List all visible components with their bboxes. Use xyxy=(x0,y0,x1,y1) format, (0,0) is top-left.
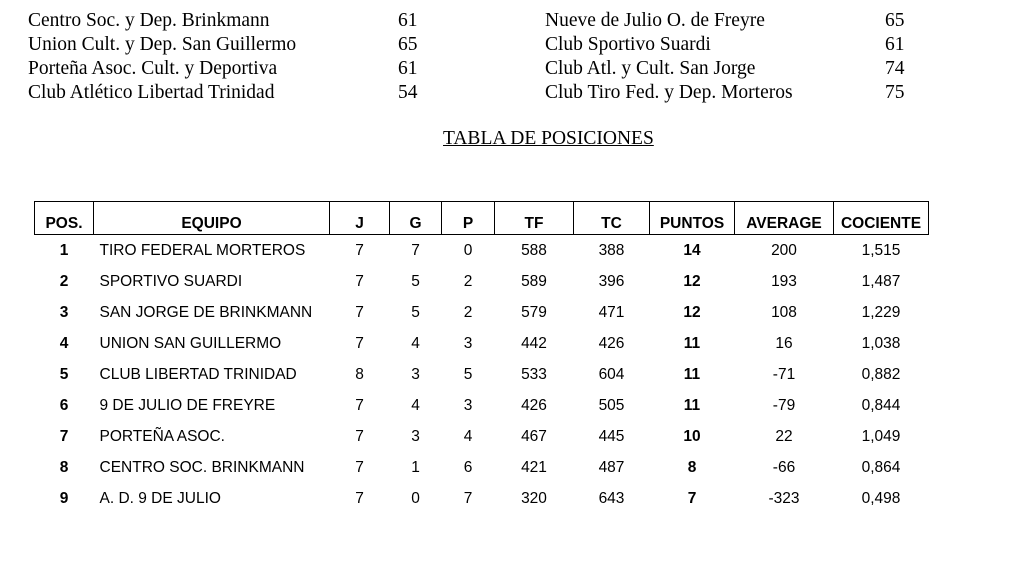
result-team: Union Cult. y Dep. San Guillermo xyxy=(28,34,297,55)
result-team: Club Sportivo Suardi xyxy=(545,34,711,55)
result-score: 75 xyxy=(885,82,905,103)
cell-points: 10 xyxy=(683,427,701,445)
cell-played: 7 xyxy=(355,458,364,476)
cell-lost: 3 xyxy=(463,396,473,414)
cell-won: 5 xyxy=(411,303,420,321)
cell-ratio: 1,038 xyxy=(861,334,901,352)
cell-lost: 4 xyxy=(463,427,473,445)
cell-average: 16 xyxy=(775,334,793,352)
cell-won: 3 xyxy=(411,365,420,383)
cell-team: SAN JORGE DE BRINKMANN xyxy=(99,303,313,321)
cell-played: 7 xyxy=(355,241,364,259)
cell-ratio: 1,487 xyxy=(861,272,901,290)
cell-points-against: 388 xyxy=(598,241,625,259)
cell-lost: 2 xyxy=(463,272,473,290)
cell-average: -323 xyxy=(768,489,800,507)
cell-ratio: 0,498 xyxy=(861,489,901,507)
cell-average: 22 xyxy=(775,427,793,445)
cell-ratio: 1,515 xyxy=(861,241,901,259)
cell-lost: 3 xyxy=(463,334,473,352)
result-team: Club Atlético Libertad Trinidad xyxy=(28,82,275,103)
cell-lost: 6 xyxy=(463,458,473,476)
cell-points-for: 467 xyxy=(521,427,547,445)
cell-team: CLUB LIBERTAD TRINIDAD xyxy=(99,365,297,383)
cell-pos: 4 xyxy=(59,334,69,352)
table-row xyxy=(35,328,929,359)
standings-header-row xyxy=(35,202,929,235)
cell-pos: 2 xyxy=(59,272,69,290)
cell-team: UNION SAN GUILLERMO xyxy=(99,334,282,352)
cell-ratio: 1,229 xyxy=(861,303,901,321)
cell-points-for: 421 xyxy=(521,458,547,476)
result-score: 61 xyxy=(398,10,418,31)
result-score: 74 xyxy=(885,58,905,79)
cell-won: 7 xyxy=(411,241,420,259)
header-ratio: COCIENTE xyxy=(834,202,929,235)
cell-pos: 1 xyxy=(59,241,69,259)
cell-average: 108 xyxy=(771,303,797,321)
cell-points-for: 533 xyxy=(521,365,547,383)
cell-won: 0 xyxy=(411,489,420,507)
cell-played: 7 xyxy=(355,272,364,290)
cell-average: -71 xyxy=(772,365,796,383)
cell-played: 8 xyxy=(355,365,364,383)
cell-played: 7 xyxy=(355,396,364,414)
cell-played: 7 xyxy=(355,303,364,321)
header-points: PUNTOS xyxy=(650,202,735,235)
cell-points-against: 396 xyxy=(598,272,625,290)
table-row xyxy=(35,421,929,452)
table-row xyxy=(35,390,929,421)
cell-points-against: 643 xyxy=(598,489,625,507)
header-team: EQUIPO xyxy=(94,202,330,235)
cell-won: 4 xyxy=(411,334,420,352)
cell-points-against: 487 xyxy=(598,458,625,476)
cell-points-against: 471 xyxy=(598,303,625,321)
cell-average: -66 xyxy=(772,458,796,476)
cell-average: 193 xyxy=(771,272,797,290)
cell-ratio: 0,882 xyxy=(861,365,901,383)
result-team: Club Atl. y Cult. San Jorge xyxy=(545,58,756,79)
table-row xyxy=(35,297,929,328)
cell-team: A. D. 9 DE JULIO xyxy=(99,489,221,507)
table-row xyxy=(35,359,929,390)
cell-points-for: 579 xyxy=(521,303,547,321)
cell-team: SPORTIVO SUARDI xyxy=(99,272,243,290)
cell-played: 7 xyxy=(355,334,364,352)
cell-ratio: 1,049 xyxy=(861,427,901,445)
cell-team: PORTEÑA ASOC. xyxy=(99,427,225,445)
result-team: Club Tiro Fed. y Dep. Morteros xyxy=(545,82,793,103)
cell-pos: 3 xyxy=(59,303,69,321)
cell-pos: 9 xyxy=(59,489,69,507)
header-played: J xyxy=(330,202,390,235)
cell-pos: 6 xyxy=(59,396,69,414)
cell-pos: 8 xyxy=(59,458,69,476)
cell-team: CENTRO SOC. BRINKMANN xyxy=(99,458,305,476)
cell-points-against: 426 xyxy=(598,334,625,352)
header-lost: P xyxy=(442,202,495,235)
header-points-against: TC xyxy=(574,202,650,235)
cell-points: 12 xyxy=(683,303,701,321)
header-won: G xyxy=(390,202,442,235)
header-pos: POS. xyxy=(35,202,94,235)
result-team: Nueve de Julio O. de Freyre xyxy=(545,10,765,31)
cell-points: 11 xyxy=(683,334,701,352)
cell-points-against: 604 xyxy=(598,365,625,383)
cell-pos: 5 xyxy=(59,365,69,383)
cell-points-for: 589 xyxy=(521,272,547,290)
cell-points-against: 505 xyxy=(598,396,625,414)
cell-points: 11 xyxy=(683,396,701,414)
table-row xyxy=(35,483,929,514)
cell-lost: 7 xyxy=(463,489,473,507)
table-row xyxy=(35,452,929,483)
cell-won: 3 xyxy=(411,427,420,445)
cell-lost: 2 xyxy=(463,303,473,321)
cell-won: 1 xyxy=(411,458,420,476)
cell-points-against: 445 xyxy=(598,427,625,445)
header-average: AVERAGE xyxy=(735,202,834,235)
cell-average: -79 xyxy=(772,396,796,414)
result-team: Porteña Asoc. Cult. y Deportiva xyxy=(28,58,278,79)
standings-table xyxy=(34,201,929,514)
cell-lost: 5 xyxy=(463,365,473,383)
result-team: Centro Soc. y Dep. Brinkmann xyxy=(28,10,270,31)
cell-average: 200 xyxy=(771,241,797,259)
cell-points: 8 xyxy=(687,458,697,476)
table-row xyxy=(35,266,929,297)
header-points-for: TF xyxy=(495,202,574,235)
cell-won: 5 xyxy=(411,272,420,290)
result-score: 61 xyxy=(885,34,905,55)
cell-points: 11 xyxy=(683,365,701,383)
cell-points-for: 320 xyxy=(521,489,547,507)
cell-points-for: 588 xyxy=(521,241,547,259)
cell-played: 7 xyxy=(355,489,364,507)
cell-points: 12 xyxy=(683,272,701,290)
standings-title: TABLA DE POSICIONES xyxy=(443,128,654,149)
result-score: 65 xyxy=(885,10,905,31)
cell-team: TIRO FEDERAL MORTEROS xyxy=(99,241,306,259)
cell-points: 14 xyxy=(683,241,701,259)
cell-lost: 0 xyxy=(463,241,473,259)
cell-played: 7 xyxy=(355,427,364,445)
cell-points-for: 426 xyxy=(521,396,547,414)
result-score: 61 xyxy=(398,58,418,79)
cell-pos: 7 xyxy=(59,427,69,445)
cell-points-for: 442 xyxy=(521,334,547,352)
cell-team: 9 DE JULIO DE FREYRE xyxy=(99,396,276,414)
table-row xyxy=(35,235,929,267)
cell-ratio: 0,864 xyxy=(861,458,901,476)
cell-points: 7 xyxy=(687,489,697,507)
result-score: 54 xyxy=(398,82,418,103)
cell-won: 4 xyxy=(411,396,420,414)
cell-ratio: 0,844 xyxy=(861,396,901,414)
result-score: 65 xyxy=(398,34,418,55)
